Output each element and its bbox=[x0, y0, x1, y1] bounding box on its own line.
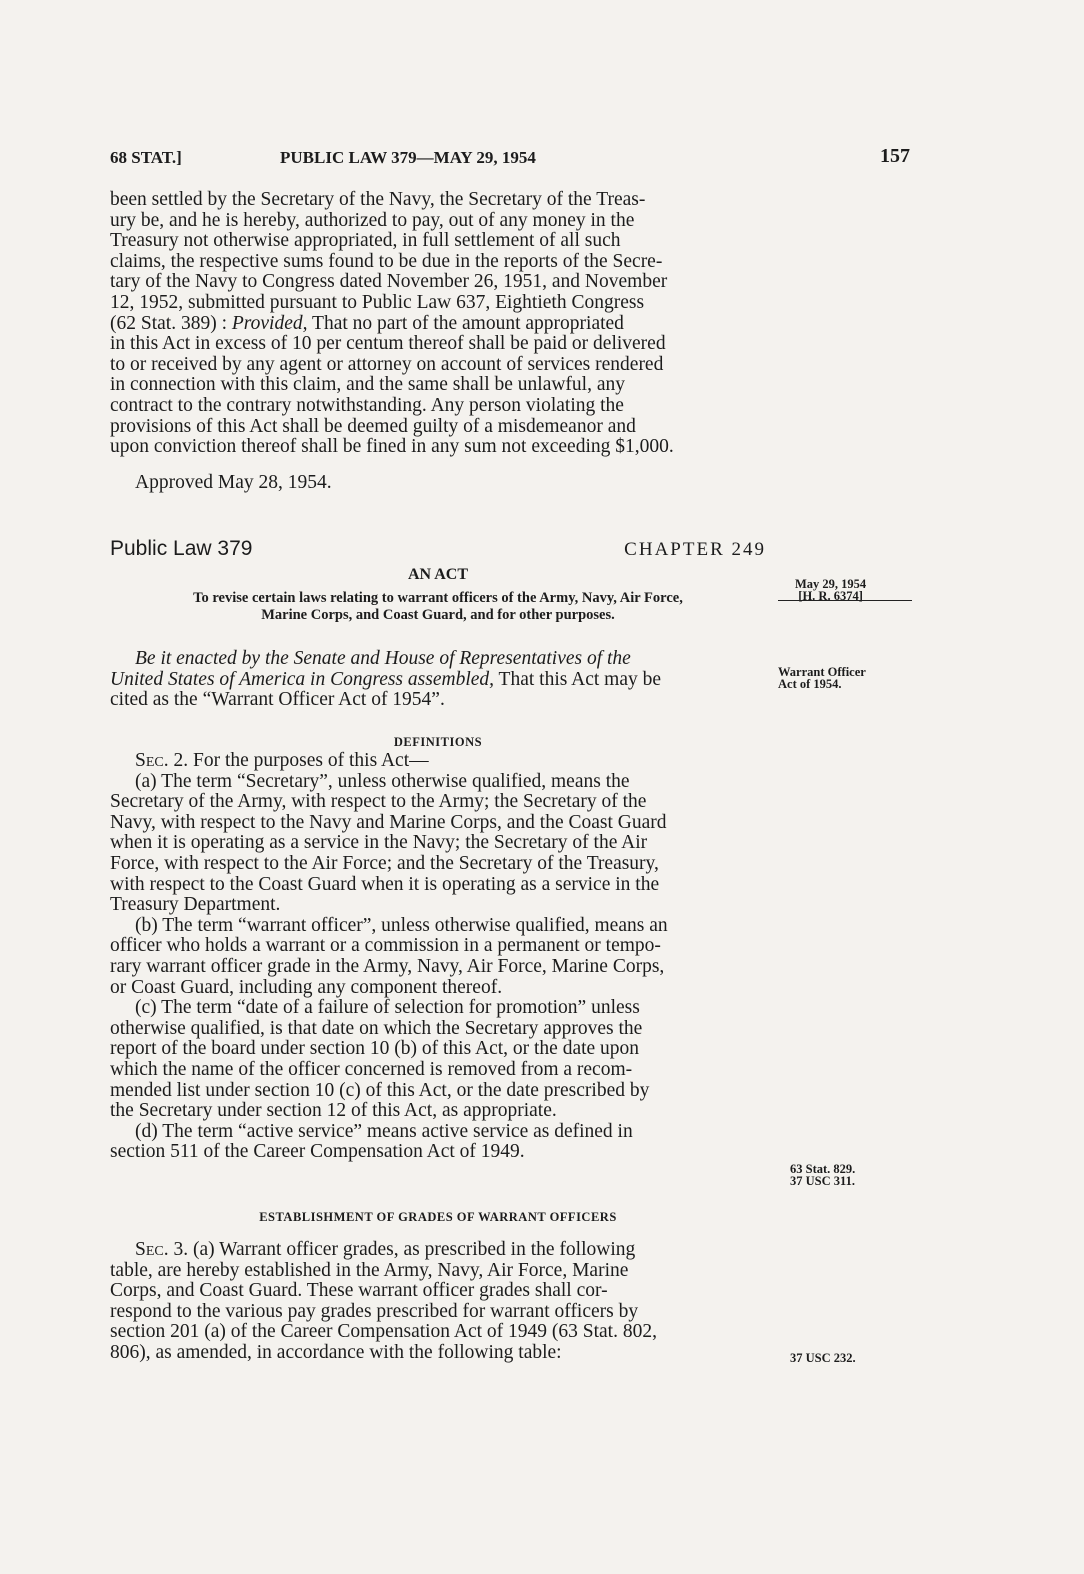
continued-text bbox=[110, 190, 766, 458]
text-line: (d) The term “active service” means active service as defined in bbox=[135, 1120, 633, 1142]
text-line: upon conviction thereof shall be fined in any sum not exceeding $1,000. bbox=[110, 436, 674, 458]
text-line: Treasury Department. bbox=[110, 894, 281, 916]
enacting-clause bbox=[110, 649, 766, 711]
text-line: been settled by the Secretary of the Navy, the Secretary of the Treas- bbox=[110, 189, 646, 210]
text-line: the Secretary under section 12 of this Act, as appropriate. bbox=[110, 1100, 557, 1122]
text-line: or Coast Guard, including any component thereof. bbox=[110, 976, 503, 998]
text-line bbox=[110, 670, 766, 691]
margin-cite: 63 Stat. 829. bbox=[790, 1162, 856, 1176]
text-line: Secretary of the Army, with respect to the Army; the Secretary of the bbox=[110, 791, 647, 813]
section-text: (a) Warrant officer grades, as prescribed in the following bbox=[188, 1239, 636, 1260]
section-label: Sec. 3. bbox=[135, 1239, 189, 1260]
margin-note-citation bbox=[790, 1163, 855, 1187]
text-line bbox=[110, 314, 766, 335]
text-line-end: That no part of the amount appropriated bbox=[307, 312, 624, 334]
text-line: table, are hereby established in the Army, Navy, Air Force, Marine bbox=[110, 1259, 629, 1281]
enacting-italic: United States of America in Congress assembled, bbox=[110, 668, 495, 690]
chapter-label: CHAPTER 249 bbox=[624, 539, 766, 560]
margin-note-date bbox=[795, 578, 866, 602]
margin-date: May 29, 1954 bbox=[795, 577, 867, 591]
text-line: with respect to the Coast Guard when it is operating as a service in the bbox=[110, 873, 660, 895]
running-head bbox=[110, 145, 910, 172]
text-line: provisions of this Act shall be deemed guilty of a misdemeanor and bbox=[110, 415, 636, 437]
text-line: otherwise qualified, is that date on which the Secretary approves the bbox=[110, 1017, 643, 1039]
text-line: officer who holds a warrant or a commission in a permanent or tempo- bbox=[110, 935, 661, 957]
text-line: contract to the contrary notwithstanding. Any person violating the bbox=[110, 394, 624, 416]
text-line-start: (62 Stat. 389) : bbox=[110, 312, 232, 334]
page-number: 157 bbox=[880, 145, 910, 167]
margin-bill: [H. R. 6374] bbox=[798, 589, 863, 603]
margin-divider bbox=[778, 600, 912, 601]
running-head-title: PUBLIC LAW 379—MAY 29, 1954 bbox=[280, 148, 536, 167]
act-title-line: To revise certain laws relating to warrant officers of the Army, Navy, Air Force, bbox=[193, 590, 683, 606]
text-line: 806), as amended, in accordance with the following table: bbox=[110, 1341, 562, 1363]
text-line: Corps, and Coast Guard. These warrant officer grades shall cor- bbox=[110, 1280, 608, 1302]
public-law-label: Public Law 379 bbox=[110, 537, 253, 560]
section-3 bbox=[110, 1240, 766, 1364]
text-line: when it is operating as a service in the Navy; the Secretary of the Air bbox=[110, 832, 648, 854]
text-line: tary of the Navy to Congress dated November 26, 1951, and November bbox=[110, 271, 668, 293]
provided-word: Provided, bbox=[231, 312, 308, 334]
text-line: respond to the various pay grades prescribed for warrant officers by bbox=[110, 1300, 639, 1322]
text-line: 12, 1952, submitted pursuant to Public Law 637, Eightieth Congress bbox=[110, 291, 645, 313]
text-line: Navy, with respect to the Navy and Marine Corps, and the Coast Guard bbox=[110, 811, 667, 833]
margin-cite: 37 USC 311. bbox=[790, 1174, 855, 1188]
text-line: section 511 of the Career Compensation Act of 1949. bbox=[110, 1141, 525, 1163]
text-line: ury be, and he is hereby, authorized to pay, out of any money in the bbox=[110, 209, 635, 231]
text-line: claims, the respective sums found to be due in the reports of the Secre- bbox=[110, 250, 663, 272]
approved-date: Approved May 28, 1954. bbox=[135, 472, 332, 493]
text-line: (c) The term “date of a failure of selection for promotion” unless bbox=[135, 997, 640, 1019]
text-line: Treasury not otherwise appropriated, in full settlement of all such bbox=[110, 230, 621, 252]
margin-short-title-1: Warrant Officer bbox=[778, 665, 866, 679]
section-label: Sec. 2. bbox=[135, 750, 189, 771]
margin-note-citation: 37 USC 232. bbox=[790, 1351, 856, 1365]
definitions-heading: DEFINITIONS bbox=[393, 735, 483, 749]
text-line: in connection with this claim, and the same shall be unlawful, any bbox=[110, 374, 625, 396]
text-line: (a) The term “Secretary”, unless otherwise qualified, means the bbox=[135, 770, 630, 792]
text-line bbox=[110, 751, 766, 772]
enacting-rest: That this Act may be bbox=[494, 668, 662, 690]
text-line: to or received by any agent or attorney on account of services rendered bbox=[110, 353, 664, 375]
act-title bbox=[110, 590, 766, 624]
text-line: Be it enacted by the Senate and House of Representatives of the bbox=[135, 648, 631, 669]
text-line: rary warrant officer grade in the Army, Navy, Air Force, Marine Corps, bbox=[110, 955, 665, 977]
running-head-volume: 68 STAT.] bbox=[110, 148, 182, 167]
text-line: section 201 (a) of the Career Compensation Act of 1949 (63 Stat. 802, bbox=[110, 1321, 657, 1343]
margin-short-title-2: Act of 1954. bbox=[778, 677, 842, 691]
establishment-heading: ESTABLISHMENT OF GRADES OF WARRANT OFFICERS bbox=[259, 1210, 617, 1224]
margin-note-short-title bbox=[778, 666, 866, 690]
an-act-heading: AN ACT bbox=[407, 566, 468, 583]
section-text: For the purposes of this Act— bbox=[188, 750, 429, 771]
text-line: mended list under section 10 (c) of this Act, or the date prescribed by bbox=[110, 1079, 650, 1101]
public-law-heading bbox=[110, 537, 766, 563]
act-title-line: Marine Corps, and Coast Guard, and for other purposes. bbox=[261, 607, 615, 623]
text-line: (b) The term “warrant officer”, unless otherwise qualified, means an bbox=[135, 914, 668, 936]
text-line: report of the board under section 10 (b) of this Act, or the date upon bbox=[110, 1038, 640, 1060]
text-line: cited as the “Warrant Officer Act of 1954”. bbox=[110, 689, 445, 711]
text-line: in this Act in excess of 10 per centum thereof shall be paid or delivered bbox=[110, 333, 666, 355]
text-line: which the name of the officer concerned is removed from a recom- bbox=[110, 1058, 633, 1080]
definitions-section bbox=[110, 751, 766, 1163]
text-line: Force, with respect to the Air Force; and the Secretary of the Treasury, bbox=[110, 852, 659, 874]
text-line bbox=[110, 1240, 766, 1261]
